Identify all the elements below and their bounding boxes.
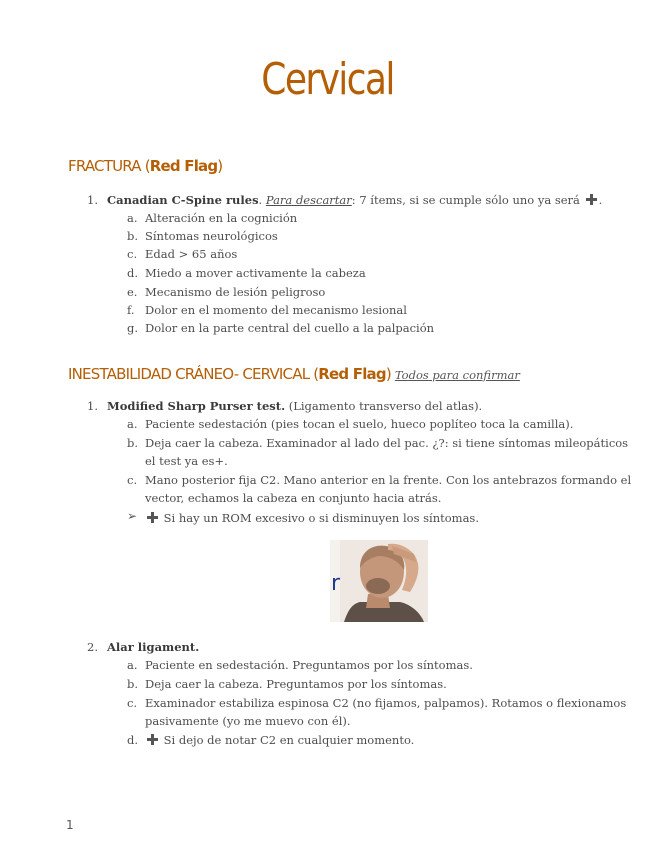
list-subitem: Dolor en la parte central del cuello a la palpación — [145, 321, 435, 335]
list-letter: a. — [127, 211, 138, 225]
page-number: 1 — [66, 818, 74, 832]
list-subitem: Síntomas neurológicos — [145, 229, 278, 243]
list-subitem-continued: pasivamente (yo me muevo con él). — [145, 714, 351, 728]
heading-bold: Red Flag — [149, 157, 218, 175]
list-letter: d. — [127, 266, 139, 280]
list-item — [107, 639, 199, 655]
list-subitem: Deja caer la cabeza. Preguntamos por los síntomas. — [145, 677, 447, 691]
plus-icon — [586, 194, 597, 205]
section-heading-fractura — [68, 156, 222, 176]
page-title: Cervical — [261, 54, 394, 105]
list-number: 1. — [87, 399, 98, 413]
list-subitem: Edad > 65 años — [145, 247, 238, 261]
item-text: . — [258, 193, 266, 207]
list-subitem: Dolor en el momento del mecanismo lesional — [145, 303, 407, 317]
list-subitem: Mecanismo de lesión peligroso — [145, 285, 326, 299]
item-text: : 7 ítems, si se cumple sólo uno ya será — [351, 193, 580, 207]
list-subitem: Paciente en sedestación. Preguntamos por los síntomas. — [145, 658, 473, 672]
head-exam-photo — [330, 540, 428, 622]
list-letter: a. — [127, 417, 138, 431]
list-letter: b. — [127, 677, 139, 691]
heading-text: INESTABILIDAD CRÁNEO- CERVICAL ( — [68, 365, 319, 383]
section-heading-inestabilidad — [68, 364, 520, 385]
list-bullet-item — [145, 510, 479, 526]
photo-illustration — [330, 540, 428, 622]
list-letter: e. — [127, 285, 138, 299]
list-letter: g. — [127, 321, 139, 335]
list-letter: a. — [127, 658, 138, 672]
list-subitem: Alteración en la cognición — [145, 211, 298, 225]
item-text: Si hay un ROM excesivo o si disminuyen los síntomas. — [163, 511, 479, 525]
list-subitem-continued: vector, echamos la cabeza en conjunto hacia atrás. — [145, 491, 442, 505]
heading-text: ) — [217, 157, 223, 175]
arrow-bullet-icon: ➢ — [127, 509, 138, 523]
list-number: 2. — [87, 640, 98, 654]
list-number: 1. — [87, 193, 98, 207]
list-letter: c. — [127, 473, 138, 487]
list-letter: c. — [127, 696, 138, 710]
item-bold: Canadian C-Spine rules — [107, 193, 259, 207]
list-subitem: Examinador estabiliza espinosa C2 (no fijamos, palpamos). Rotamos o flexionamos — [145, 696, 627, 710]
plus-icon — [147, 512, 158, 523]
list-letter: c. — [127, 247, 138, 261]
list-subitem: Mano posterior fija C2. Mano anterior en la frente. Con los antebrazos formando el — [145, 473, 632, 487]
list-letter: f. — [127, 303, 135, 317]
list-letter: b. — [127, 229, 139, 243]
list-letter: b. — [127, 436, 139, 450]
heading-text: ) — [385, 365, 391, 383]
list-subitem — [145, 732, 414, 748]
list-item — [107, 398, 482, 414]
heading-bold: Red Flag — [318, 365, 386, 383]
list-letter: d. — [127, 733, 139, 747]
list-subitem: Deja caer la cabeza. Examinador al lado del pac. ¿?: si tiene síntomas mileopáticos — [145, 436, 629, 450]
item-bold: Alar ligament. — [107, 640, 200, 654]
heading-text: FRACTURA ( — [68, 157, 150, 175]
item-underline: Para descartar — [265, 193, 352, 207]
photo-letter: r — [331, 571, 341, 596]
list-subitem-continued: el test ya es+. — [145, 454, 228, 468]
list-item — [107, 192, 602, 208]
list-subitem: Miedo a mover activamente la cabeza — [145, 266, 366, 280]
list-subitem: Paciente sedestación (pies tocan el suelo, hueco poplíteo toca la camilla). — [145, 417, 574, 431]
item-text: (Ligamento transverso del atlas). — [285, 399, 483, 413]
item-text: Si dejo de notar C2 en cualquier momento. — [163, 733, 415, 747]
heading-note: Todos para confirmar — [394, 368, 520, 382]
item-bold: Modified Sharp Purser test. — [107, 399, 286, 413]
item-text: . — [598, 193, 603, 207]
plus-icon — [147, 734, 158, 745]
